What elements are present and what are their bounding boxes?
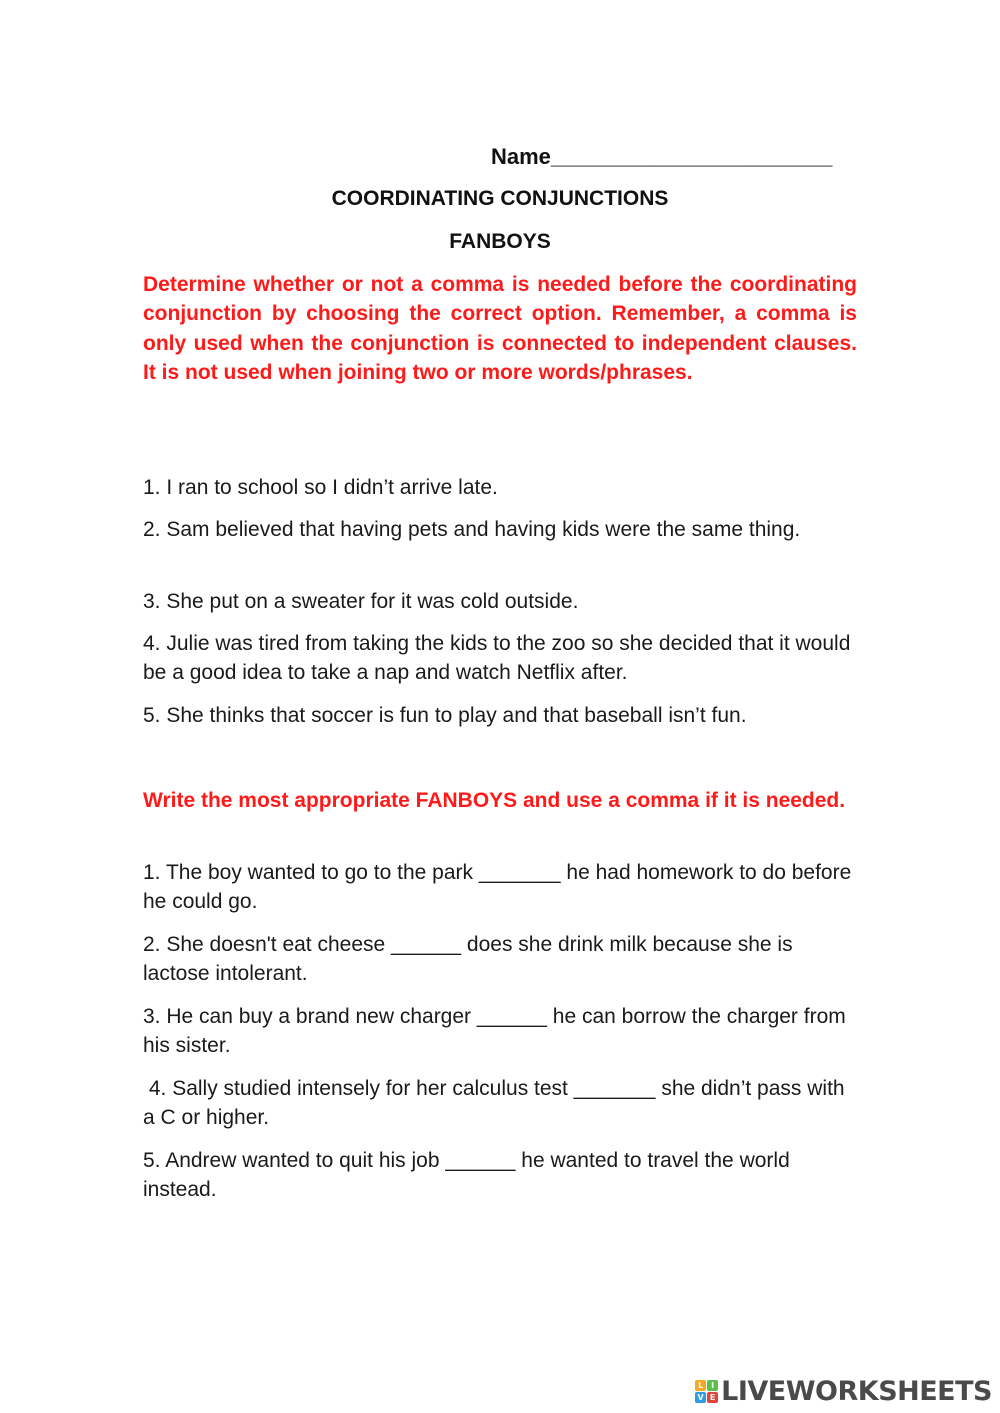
exercise2-item-1: 1. The boy wanted to go to the park _______ he had homework to do before he could go. [143, 861, 852, 913]
liveworksheets-logo [695, 1375, 992, 1407]
exercise1-item-4: 4. Julie was tired from taking the kids to the zoo so she decided that it would be a good idea to take a nap and watch Netflix after. [143, 632, 851, 684]
logo-tiles-icon [695, 1380, 718, 1403]
logo-tile: V [695, 1392, 706, 1403]
exercise2-item-2: 2. She doesn't eat cheese ______ does she drink milk because she is lactose intolerant. [143, 933, 793, 985]
exercise2-item-4: 4. Sally studied intensely for her calculus test _______ she didn’t pass with a C or higher. [143, 1077, 851, 1129]
name-field-label: Name_______________________ [491, 144, 833, 169]
section2-instruction: Write the most appropriate FANBOYS and use a comma if it is needed. [143, 789, 846, 812]
logo-tile: E [707, 1392, 718, 1403]
logo-text: LIVEWORKSHEETS [721, 1375, 992, 1407]
section1-instruction: Determine whether or not a comma is needed before the coordinating conjunction by choosing the correct option. Remember, a comma is only used when the conjunction is connected to independent clauses. It is not used when joining two or more words/phrases. [143, 273, 857, 385]
exercise1-item-5: 5. She thinks that soccer is fun to play and that baseball isn’t fun. [143, 704, 747, 727]
exercise2-item-5: 5. Andrew wanted to quit his job ______ he wanted to travel the world instead. [143, 1149, 790, 1201]
exercise1-item-2: 2. Sam believed that having pets and having kids were the same thing. [143, 518, 801, 541]
worksheet-title: COORDINATING CONJUNCTIONS [331, 187, 669, 210]
exercise2-item-3: 3. He can buy a brand new charger ______ he can borrow the charger from his sister. [143, 1005, 846, 1057]
worksheet-subtitle: FANBOYS [449, 230, 551, 253]
logo-tile: L [695, 1380, 706, 1391]
logo-tile: I [707, 1380, 718, 1391]
exercise1-item-1: 1. I ran to school so I didn’t arrive late. [143, 476, 498, 499]
exercise1-item-3: 3. She put on a sweater for it was cold outside. [143, 590, 579, 613]
